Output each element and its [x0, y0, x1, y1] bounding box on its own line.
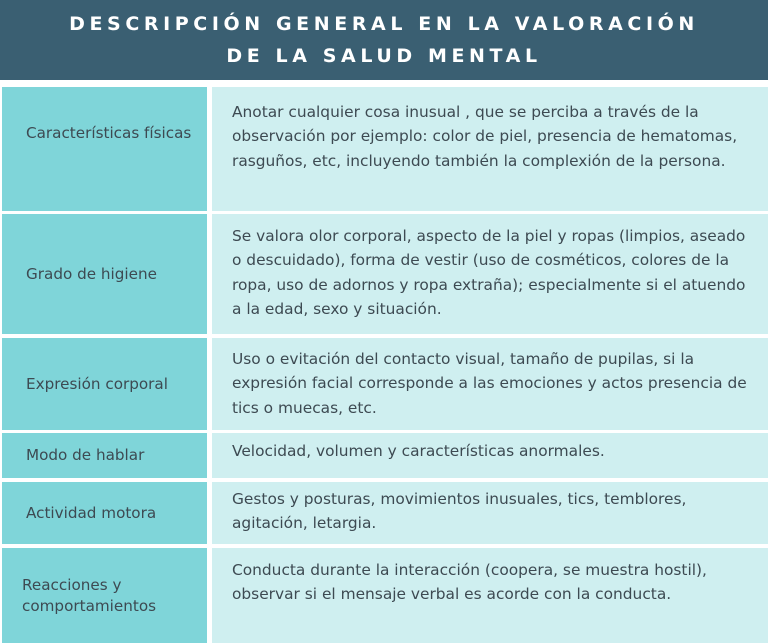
row-description: Anotar cualquier cosa inusual , que se perciba a través de la observación por ejemplo: color de piel, presencia de hematomas, rasguños, etc, incluyendo también la complexión de la persona. — [232, 103, 738, 170]
row-description: Gestos y posturas, movimientos inusuales, tics, temblores, agitación, letargia. — [232, 490, 687, 533]
row-label-cell — [2, 338, 207, 430]
row-description-cell — [212, 338, 768, 430]
row-description-cell — [212, 548, 768, 643]
table-row — [0, 548, 768, 643]
row-description-cell — [212, 433, 768, 478]
row-description: Uso o evitación del contacto visual, tamaño de pupilas, si la expresión facial corresponde a las emociones y actos presencia de tics o muecas, etc. — [232, 350, 747, 417]
row-description-cell — [212, 214, 768, 334]
row-description-cell — [212, 482, 768, 544]
row-label: Actividad motora — [26, 503, 157, 522]
row-label-cell — [2, 433, 207, 478]
row-description-cell — [212, 87, 768, 211]
page-header — [0, 0, 768, 80]
table-row — [0, 433, 768, 478]
row-label-cell — [2, 482, 207, 544]
table-row — [0, 87, 768, 211]
table-row — [0, 214, 768, 334]
row-label: Expresión corporal — [26, 374, 168, 393]
table-row — [0, 338, 768, 430]
row-description: Velocidad, volumen y características anormales. — [232, 442, 605, 460]
row-label: Grado de higiene — [26, 264, 157, 283]
row-label-cell — [2, 548, 207, 643]
row-label: Reacciones y comportamientos — [22, 575, 157, 615]
row-description: Conducta durante la interacción (coopera, se muestra hostil), observar si el mensaje verbal es acorde con la conducta. — [232, 561, 707, 604]
row-label-cell — [2, 87, 207, 211]
title-line-1: DESCRIPCIÓN GENERAL EN LA VALORACIÓN — [69, 13, 699, 35]
row-description: Se valora olor corporal, aspecto de la piel y ropas (limpios, aseado o descuidado), forma de vestir (uso de cosméticos, colores de la ropa, uso de adornos y ropa extraña); especialmente si el atuendo a la edad, sexo y situación. — [232, 227, 746, 318]
table-row — [0, 482, 768, 544]
row-label: Características físicas — [26, 124, 192, 142]
title-line-2: DE LA SALUD MENTAL — [226, 45, 542, 67]
row-label: Modo de hablar — [26, 446, 145, 464]
row-label-cell — [2, 214, 207, 334]
